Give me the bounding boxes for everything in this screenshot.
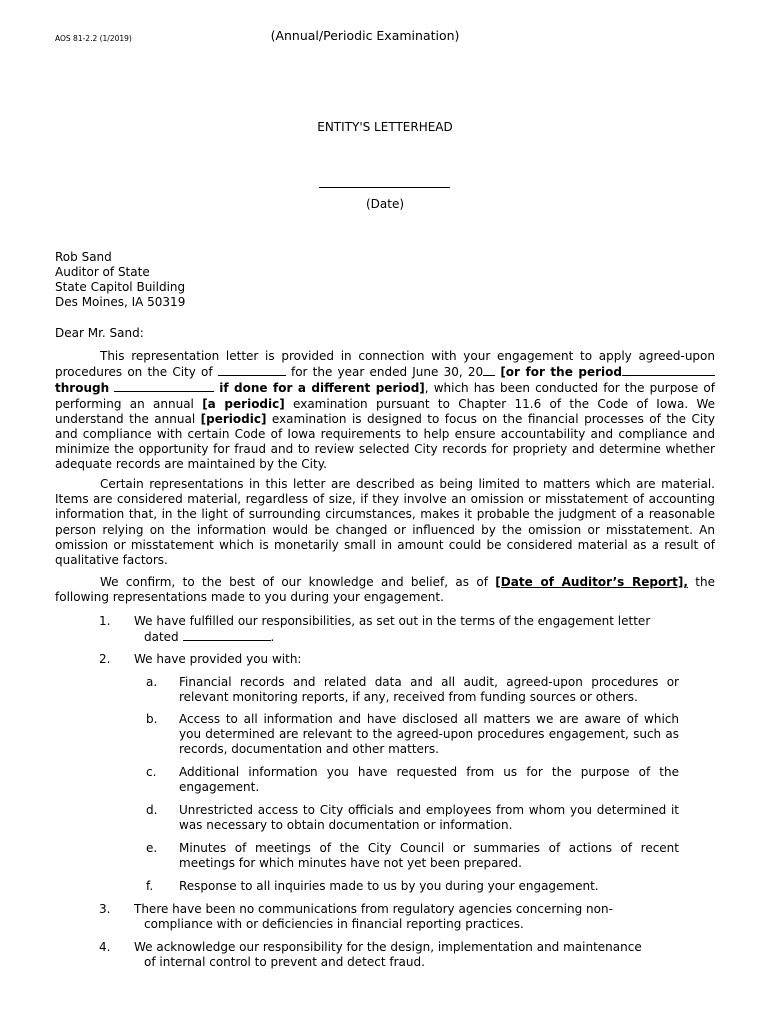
p1-periodic-bracket: [a periodic] xyxy=(202,396,285,411)
item-3-line2: compliance with or deficiencies in financial reporting practices. xyxy=(144,917,524,932)
item-1-line2: dated xyxy=(144,630,183,645)
sub-item-text: Minutes of meetings of the City Council or summaries of actions of recent meetings for which minutes have not yet been prepared. xyxy=(179,841,679,871)
p1-through: through xyxy=(55,381,110,396)
sub-item-text: Response to all inquiries made to us by you during your engagement. xyxy=(179,879,599,893)
auditor-report-date-placeholder: [Date of Auditor’s Report], xyxy=(495,575,688,589)
sub-letter: c. xyxy=(146,765,157,779)
item-1-period: . xyxy=(270,630,275,645)
sub-letter: b. xyxy=(146,712,158,726)
paragraph-confirmation xyxy=(55,575,715,605)
list-number: 1. xyxy=(99,614,111,628)
salutation: Dear Mr. Sand: xyxy=(55,326,144,340)
sub-letter: e. xyxy=(146,841,158,855)
recipient-building: State Capitol Building xyxy=(55,280,186,294)
item-4-line2: of internal control to prevent and detect fraud. xyxy=(144,955,425,970)
list-item-text xyxy=(134,902,679,932)
sub-item-text: Access to all information and have disclosed all matters we are aware of which you determined are relevant to the agreed-upon procedures engagement, such as records, documentation and other matters. xyxy=(179,712,679,757)
city-name-blank[interactable] xyxy=(218,364,286,376)
p1-text-f: , which has been conducted for the purpose of performing an annual xyxy=(55,381,715,411)
date-label: (Date) xyxy=(365,197,405,211)
sub-letter: a. xyxy=(146,675,158,689)
recipient-address xyxy=(55,250,185,310)
p1-text-h: examination pursuant to Chapter 11.6 of the Code of Iowa. We understand the annual xyxy=(55,396,715,426)
p1-text-j: examination is designed to focus on the financial processes of the City and compliance with certain Code of Iowa requirements to help ensure accountability and compliance and minimize the opportunity for fraud and to review selected City records for propriety and determine whether adequate records are maintained by the City. xyxy=(55,411,716,472)
paragraph-materiality: Certain representations in this letter are described as being limited to matters which are material. Items are considered material, regardless of size, if they involve an omission or misstatement of accounting information that, in the light of surrounding circumstances, makes it probable the judgment of a reasonable person relying on the information would be changed or influenced by the omission or misstatement. An omission or misstatement which is monetarily small in amount could be considered material as a result of qualitative factors. xyxy=(55,477,715,568)
year-blank[interactable] xyxy=(483,364,495,376)
form-code: AOS 81-2.2 (1/2019) xyxy=(55,34,132,43)
p1-period-bracket: [or for the period xyxy=(500,365,622,380)
list-item-text xyxy=(134,614,679,645)
p3-text-a: We confirm, to the best of our knowledge and belief, as of xyxy=(100,575,496,589)
recipient-name: Rob Sand xyxy=(55,250,112,264)
sub-item-text: Unrestricted access to City officials and employees from whom you determined it was necessary to obtain documentation or information. xyxy=(179,803,679,833)
list-number: 2. xyxy=(99,652,111,666)
p1-text-b: for the year ended June 30, 20 xyxy=(285,365,484,380)
date-signature-line[interactable] xyxy=(319,187,450,188)
sub-letter: d. xyxy=(146,803,158,817)
list-number: 4. xyxy=(99,940,111,954)
item-3-line1: There have been no communications from regulatory agencies concerning non- xyxy=(134,902,613,916)
p3-text-c: the following representations made to you during your engagement. xyxy=(55,575,715,605)
p1-periodic-bracket-2: [periodic] xyxy=(200,411,267,426)
sub-letter: f. xyxy=(146,879,154,893)
p1-text-a: This representation letter is provided in connection with your engagement to apply agreed-upon procedures on the City of xyxy=(55,349,715,380)
engagement-letter-date-blank[interactable] xyxy=(183,629,271,641)
list-item-text xyxy=(134,940,679,970)
sub-item-text: Financial records and related data and all audit, agreed-upon procedures or relevant monitoring reports, if any, received from funding sources or others. xyxy=(179,675,679,705)
period-start-blank[interactable] xyxy=(622,364,715,376)
paragraph-engagement xyxy=(55,349,715,473)
recipient-city: Des Moines, IA 50319 xyxy=(55,295,186,309)
document-subtitle: (Annual/Periodic Examination) xyxy=(270,28,460,43)
item-1-line1: We have fulfilled our responsibilities, as set out in the terms of the engagement letter xyxy=(134,614,651,628)
sub-item-text: Additional information you have requested from us for the purpose of the engagement. xyxy=(179,765,679,795)
list-item-text: We have provided you with: xyxy=(134,652,302,666)
period-end-blank[interactable] xyxy=(114,380,214,392)
p1-period-bracket-end: if done for a different period] xyxy=(219,381,425,396)
list-number: 3. xyxy=(99,902,111,916)
recipient-title: Auditor of State xyxy=(55,265,150,279)
item-4-line1: We acknowledge our responsibility for the design, implementation and maintenance xyxy=(134,940,642,954)
letterhead-placeholder: ENTITY'S LETTERHEAD xyxy=(317,120,453,134)
